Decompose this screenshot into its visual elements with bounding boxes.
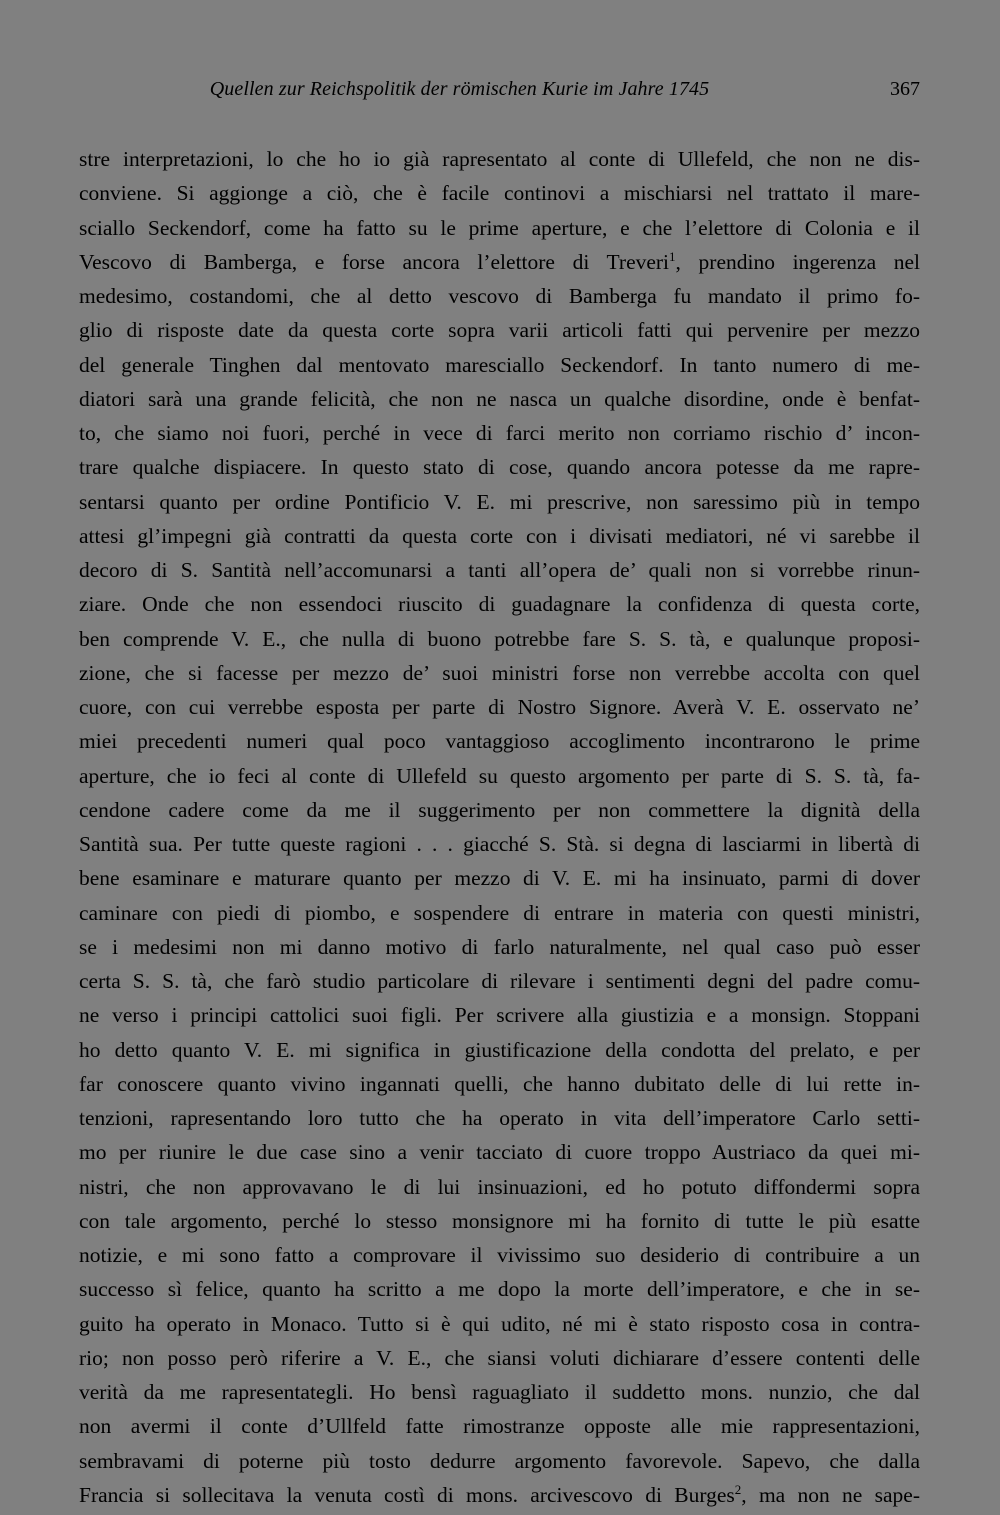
text-line: decoro di S. Santità nell’accomunarsi a tanti all’opera de’ quali non si vorrebbe rinun-: [79, 558, 920, 582]
text-line: conviene. Si aggionge a ciò, che è facile continovi a mischiarsi nel trattato il mare-: [79, 181, 920, 206]
text-line: certa S. S. tà, che farò studio particolare di rilevare i sentimenti degni del padre comu-: [79, 969, 920, 993]
text-line: sentarsi quanto per ordine Pontificio V. E. mi prescrive, non saressimo più in tempo: [79, 489, 920, 514]
text-line: miei precedenti numeri qual poco vantaggioso accoglimento incontrarono le prime: [79, 729, 920, 754]
text-line: caminare con piedi di piombo, e sospendere di entrare in materia con questi ministri,: [79, 900, 920, 925]
text-line: diatori sarà una grande felicità, che non ne nasca un qualche disordine, onde è benfat-: [79, 386, 920, 411]
text-line: medesimo, costandomi, che al detto vescovo di Bamberga fu mandato il primo fo-: [79, 284, 920, 308]
text-line: aperture, che io feci al conte di Ullefeld su questo argomento per parte di S. S. tà, fa-: [79, 763, 920, 788]
text-line: [79, 245, 920, 279]
text-line: del generale Tinghen dal mentovato maresciallo Seckendorf. In tanto numero di me-: [79, 352, 920, 377]
text-line-part: Francia si sollecitava la venuta costì di mons. arcivescovo di Burges: [79, 1482, 735, 1507]
text-line: bene esaminare e maturare quanto per mezzo di V. E. mi ha insinuato, parmi di dover: [79, 866, 920, 891]
footnote-marker: 2: [734, 1481, 742, 1497]
text-line: ne verso i principi cattolici suoi figli. Per scrivere alla giustizia e a monsign. Stoppani: [79, 1003, 920, 1028]
text-line-part: , prendino ingerenza nel: [675, 249, 921, 274]
text-line: zione, che si facesse per mezzo de’ suoi ministri forse non verrebbe accolta con quel: [79, 660, 920, 685]
text-line: ho detto quanto V. E. mi significa in giustificazione della condotta del prelato, e per: [79, 1037, 920, 1062]
text-line: successo sì felice, quanto ha scritto a me dopo la morte dell’imperatore, e che in se-: [79, 1277, 920, 1302]
text-line: [79, 1478, 920, 1512]
footnote-marker: 1: [669, 248, 676, 264]
text-line: to, che siamo noi fuori, perché in vece di farci merito non corriamo rischio d’ incon-: [79, 421, 920, 445]
text-line: Santità sua. Per tutte queste ragioni . . . giacché S. Stà. si degna di lasciarmi in libertà di: [79, 832, 920, 856]
text-line: stre interpretazioni, lo che ho io già rapresentato al conte di Ullefeld, che non ne dis-: [79, 147, 920, 171]
text-line: glio di risposte date da questa corte sopra varii articoli fatti qui pervenire per mezzo: [79, 318, 920, 343]
text-line: tenzioni, rapresentando loro tutto che ha operato in vita dell’imperatore Carlo setti-: [79, 1106, 920, 1130]
text-line: non avermi il conte d’Ullfeld fatte rimostranze opposte alle mie rappresentazioni,: [79, 1414, 920, 1439]
text-line: se i medesimi non mi danno motivo di farlo naturalmente, nel qual caso può esser: [79, 934, 920, 959]
page-number: 367: [890, 78, 920, 100]
text-line: sembravami di poterne più tosto dedurre argomento favorevole. Sapevo, che dalla: [79, 1448, 920, 1473]
text-line: guito ha operato in Monaco. Tutto si è qui udito, né mi è stato risposto cosa in contra-: [79, 1311, 920, 1336]
text-line: notizie, e mi sono fatto a comprovare il vivissimo suo desiderio di contribuire a un: [79, 1243, 920, 1267]
text-line: far conoscere quanto vivino ingannati quelli, che hanno dubitato delle di lui rette in-: [79, 1071, 920, 1096]
running-title: Quellen zur Reichspolitik der römischen Kurie im Jahre 1745: [209, 78, 710, 100]
text-line: rio; non posso però riferire a V. E., che siansi voluti dichiarare d’essere contenti delle: [79, 1345, 920, 1370]
page-header: [79, 74, 920, 106]
body-text: [79, 142, 920, 1512]
text-line: cuore, con cui verrebbe esposta per parte di Nostro Signore. Averà V. E. osservato ne’: [79, 695, 920, 719]
text-line-part: , ma non ne sape-: [741, 1482, 921, 1507]
text-line: cendone cadere come da me il suggerimento per non commettere la dignità della: [79, 797, 920, 822]
text-line: sciallo Seckendorf, come ha fatto su le prime aperture, e che l’elettore di Colonia e il: [79, 215, 920, 240]
text-line-part: Vescovo di Bamberga, e forse ancora l’elettore di Treveri: [79, 249, 670, 274]
text-line: mo per riunire le due case sino a venir tacciato di cuore troppo Austriaco da quei mi-: [79, 1140, 920, 1165]
text-line: verità da me rapresentategli. Ho bensì raguagliato il suddetto mons. nunzio, che dal: [79, 1380, 920, 1404]
text-line: con tale argomento, perché lo stesso monsignore mi ha fornito di tutte le più esatte: [79, 1208, 920, 1233]
text-line: attesi gl’impegni già contratti da questa corte con i divisati mediatori, né vi sarebbe il: [79, 523, 920, 548]
text-line: ben comprende V. E., che nulla di buono potrebbe fare S. S. tà, e qualunque proposi-: [79, 626, 920, 651]
text-line: nistri, che non approvavano le di lui insinuazioni, ed ho potuto diffondermi sopra: [79, 1174, 920, 1199]
text-line: trare qualche dispiacere. In questo stato di cose, quando ancora potesse da me rapre-: [79, 455, 920, 480]
text-line: ziare. Onde che non essendoci riuscito di guadagnare la confidenza di questa corte,: [79, 592, 920, 617]
